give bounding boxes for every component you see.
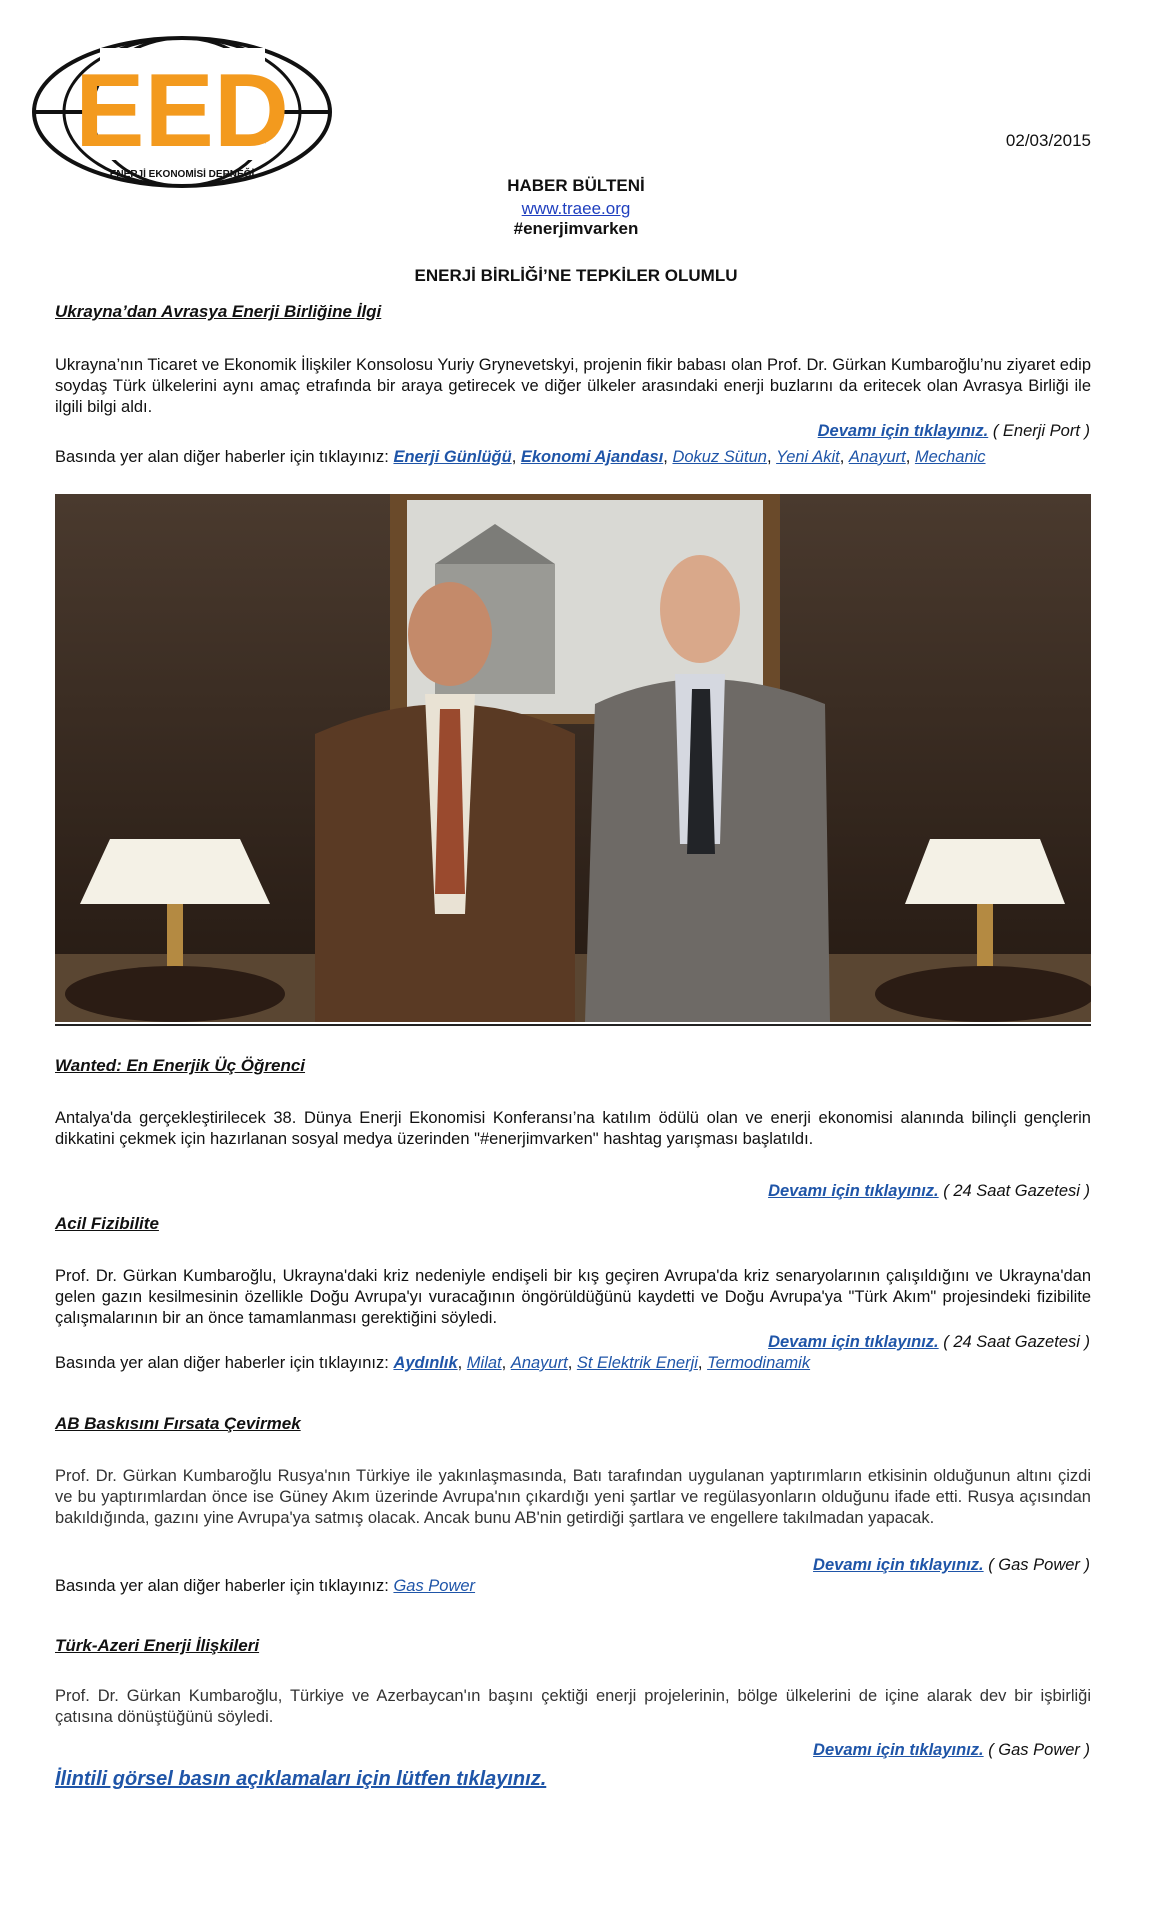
article-1-press: Basında yer alan diğer haberler için tıklayınız: Enerji Günlüğü, Ekonomi Ajandası, Dokuz Sütun, Yeni Akit, Anayurt, Mechanic [55, 448, 986, 466]
press-link[interactable]: Anayurt [510, 1354, 568, 1372]
article-source: ( Gas Power ) [988, 1741, 1090, 1759]
article-source: ( 24 Saat Gazetesi ) [943, 1333, 1090, 1351]
main-title: ENERJİ BİRLİĞİ’NE TEPKİLER OLUMLU [414, 266, 738, 285]
press-label: Basında yer alan diğer haberler için tıklayınız: [55, 448, 389, 466]
read-more-link[interactable]: Devamı için tıklayınız. [768, 1333, 939, 1351]
press-link[interactable]: Dokuz Sütun [672, 448, 767, 466]
read-more-link[interactable]: Devamı için tıklayınız. [768, 1182, 939, 1200]
press-link[interactable]: Mechanic [914, 448, 986, 466]
bulletin-date: 02/03/2015 [1005, 131, 1091, 150]
bulletin-heading: HABER BÜLTENİ [507, 176, 645, 195]
final-link-line [55, 1768, 546, 1791]
press-label: Basında yer alan diğer haberler için tıklayınız: [55, 1577, 389, 1595]
article-4-more [813, 1556, 1090, 1575]
article-3-body: Prof. Dr. Gürkan Kumbaroğlu, Ukrayna'daki kriz nedeniyle endişeli bir kış geçiren Avrupa'da kriz senaryolarının çalışıldığını ve Ukrayna'dan gelen gazın kesilmesinin özellikle Doğu Avrupa'yı vuracağının öngörüldüğünü kaydetti ve Doğu Avrupa'ya "Türk Akım" projesindeki fizibilite çalışmalarının bir an önce tamamlanması gerektiğini söyledi. [55, 1267, 1091, 1327]
article-5-body: Prof. Dr. Gürkan Kumbaroğlu, Türkiye ve Azerbaycan'ın başını çektiği enerji projelerinin, bölge ülkelerini de içine alarak dev bir işbirliği çatısına dönüştüğünü söyledi. [55, 1687, 1091, 1726]
press-link[interactable]: Gas Power [393, 1577, 476, 1595]
article-source: ( Enerji Port ) [992, 422, 1090, 440]
website-link[interactable]: www.traee.org [521, 199, 631, 218]
article-4-title: AB Baskısını Fırsata Çevirmek [55, 1414, 301, 1433]
photo-divider [55, 1024, 1091, 1026]
article-4-body: Prof. Dr. Gürkan Kumbaroğlu Rusya'nın Türkiye ile yakınlaşmasında, Batı tarafından uygulanan yaptırımların etkisinin olduğunun altını çizdi ve bu yaptırımlardan önce ise Güney Akım üzerinde Avrupa'nın çıkardığı yeni şartlar ve regülasyonların olduğunu ifade etti. Rusya açısından bakıldığında, gazını yine Avrupa'ya satmış olacak. Ancak bunu AB'nin getirdiği şartlara ve engellere takılmadan yapacak. [55, 1467, 1091, 1527]
press-link[interactable]: Milat [466, 1354, 502, 1372]
logo-text: EED [75, 53, 289, 169]
article-5-more [813, 1741, 1090, 1760]
press-label: Basında yer alan diğer haberler için tıklayınız: [55, 1354, 389, 1372]
article-3-more [768, 1333, 1090, 1352]
hashtag: #enerjimvarken [513, 219, 639, 238]
article-3-press: Basında yer alan diğer haberler için tıklayınız: Aydınlık, Milat, Anayurt, St Elektrik Enerji, Termodinamik [55, 1354, 811, 1372]
article-2-title: Wanted: En Enerjik Üç Öğrenci [55, 1056, 306, 1075]
article-2-body: Antalya'da gerçekleştirilecek 38. Dünya Enerji Ekonomisi Konferansı’na katılım ödülü olan ve enerji ekonomisi alanında bilinçli gençlerin dikkatini çekmek için hazırlanan sosyal medya üzerinden "#enerjimvarken" hashtag yarışması başlatıldı. [55, 1109, 1091, 1148]
article-5-title: Türk-Azeri Enerji İlişkileri [55, 1636, 260, 1655]
eed-logo [30, 34, 335, 189]
article-1-more [818, 422, 1090, 441]
press-link[interactable]: Ekonomi Ajandası [520, 448, 664, 466]
press-link[interactable]: Termodinamik [707, 1354, 811, 1372]
press-link[interactable]: Yeni Akit [776, 448, 840, 466]
article-4-press [55, 1577, 475, 1596]
logo-subtitle: ENERJİ EKONOMİSİ DERNEĞİ [109, 169, 255, 180]
article-1-title: Ukrayna’dan Avrasya Enerji Birliğine İlgi [55, 302, 382, 321]
article-1-body: Ukrayna’nın Ticaret ve Ekonomik İlişkiler Konsolosu Yuriy Grynevetskyi, projenin fikir babası olan Prof. Dr. Gürkan Kumbaroğlu’nu ziyaret edip soydaş Türk ülkelerini aynı amaç etrafında bir araya getirecek ve diğer ülkeler arasındaki enerji buzlarını da eritecek olan Avrasya Birliği ile ilgili bilgi aldı. [55, 356, 1091, 416]
visual-press-link[interactable]: İlintili görsel basın açıklamaları için lütfen tıklayınız. [55, 1768, 547, 1790]
press-link[interactable]: Enerji Günlüğü [393, 448, 512, 466]
article-2-more [768, 1182, 1090, 1201]
read-more-link[interactable]: Devamı için tıklayınız. [813, 1556, 984, 1574]
website-line [0, 199, 1152, 219]
article-source: ( Gas Power ) [988, 1556, 1090, 1574]
read-more-link[interactable]: Devamı için tıklayınız. [813, 1741, 984, 1759]
read-more-link[interactable]: Devamı için tıklayınız. [817, 422, 989, 440]
article-3-title: Acil Fizibilite [55, 1214, 159, 1233]
press-link[interactable]: Aydınlık [393, 1354, 458, 1372]
photo-illustration [55, 494, 1091, 1022]
article-source: ( 24 Saat Gazetesi ) [943, 1182, 1090, 1200]
press-link[interactable]: Anayurt [848, 448, 906, 466]
meeting-photo [55, 494, 1091, 1022]
globe-logo-icon [30, 34, 335, 189]
press-link[interactable]: St Elektrik Enerji [576, 1354, 698, 1372]
